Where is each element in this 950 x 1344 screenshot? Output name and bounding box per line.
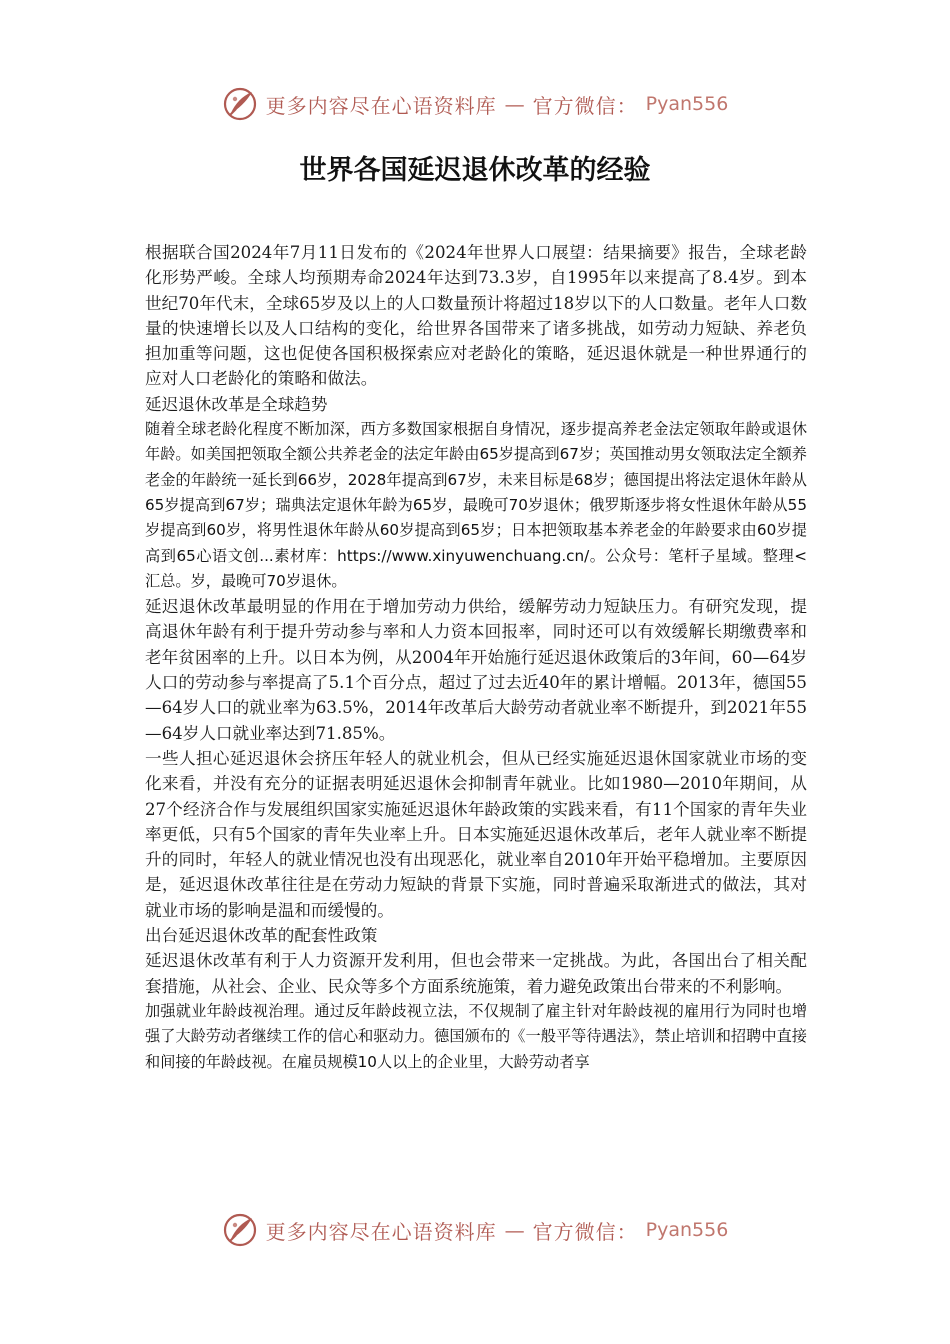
policy-intro-paragraph: 延迟退休改革有利于人力资源开发利用，但也会带来一定挑战。为此，各国出台了相关配套措施，从社会、企业、民众等多个方面系统施策，着力避免政策出台带来的不利影响。	[145, 951, 807, 996]
watermark-group	[222, 86, 729, 122]
watermark-text: 更多内容尽在心语资料库	[265, 1219, 497, 1244]
watermark-wechat-id: Pyan556	[645, 93, 729, 115]
watermark-text: 更多内容尽在心语资料库	[265, 93, 497, 118]
header-watermark	[0, 82, 950, 126]
watermark-label: 官方微信：	[532, 93, 638, 118]
watermark-separator: —	[504, 92, 525, 116]
labor-supply-paragraph: 延迟退休改革最明显的作用在于增加劳动力供给，缓解劳动力短缺压力。有研究发现，提高退休年龄有利于提升劳动参与率和人力资本回报率，同时还可以有效缓解长期缴费率和老年贫困率的上升。以日本为例，从2004年开始施行延迟退休政策后的3年间，60—64岁人口的劳动参与率提高了5.1个百分点，超过了过去近40年的累计增幅。2013年，德国55—64岁人口的就业率为63.5%，2014年改革后大龄劳动者就业率不断提升，到2021年55—64岁人口就业率达到71.85%。	[145, 597, 807, 743]
footer-watermark	[0, 1208, 950, 1252]
document-body	[145, 240, 807, 1190]
youth-employment-paragraph: 一些人担心延迟退休会挤压年轻人的就业机会，但从已经实施延迟退休国家就业市场的变化来看，并没有充分的证据表明延迟退休会抑制青年就业。比如1980—2010年期间，从27个经济合作与发展组织国家实施延迟退休年龄政策的实践来看，有11个国家的青年失业率更低，只有5个国家的青年失业率上升。日本实施延迟退休改革后，老年人就业率不断提升的同时，年轻人的就业情况也没有出现恶化，就业率自2010年开始平稳增加。主要原因是，延迟退休改革往往是在劳动力短缺的背景下实施，同时普遍采取渐进式的做法，其对就业市场的影响是温和而缓慢的。	[145, 748, 807, 920]
watermark-label: 官方微信：	[532, 1219, 638, 1244]
quill-circle-icon	[222, 1212, 258, 1248]
section-heading-global-trend: 延迟退休改革是全球趋势	[145, 394, 328, 414]
watermark-wechat-id: Pyan556	[645, 1219, 729, 1241]
countries-paragraph: 随着全球老龄化程度不断加深，西方多数国家根据自身情况，逐步提高养老金法定领取年龄或退休年龄。如美国把领取全额公共养老金的法定年龄由65岁提高到67岁；英国推动男女领取法定全额养老金的年龄统一延长到66岁，2028年提高到67岁，未来目标是68岁；德国提出将法定退休年龄从65岁提高到67岁；瑞典法定退休年龄为65岁，最晚可70岁退休；俄罗斯逐步将女性退休年龄从55岁提高到60岁，将男性退休年龄从60岁提高到65岁；日本把领取基本养老金的年龄要求由60岁提高到65心语文创...素材库：https://www.xinyuwenchuang.cn/。公众号：笔杆子星域。整理<汇总。岁，最晚可70岁退休。	[145, 420, 807, 590]
intro-paragraph: 根据联合国2024年7月11日发布的《2024年世界人口展望：结果摘要》报告，全球老龄化形势严峻。全球人均预期寿命2024年达到73.3岁，自1995年以来提高了8.4岁。到本世纪70年代末，全球65岁及以上的人口数量预计将超过18岁以下的人口数量。老年人口数量的快速增长以及人口结构的变化，给世界各国带来了诸多挑战，如劳动力短缺、养老负担加重等问题，这也促使各国积极探索应对老龄化的策略，延迟退休就是一种世界通行的应对人口老龄化的策略和做法。	[145, 243, 807, 389]
section-heading-supporting-policies: 出台延迟退休改革的配套性政策	[145, 926, 378, 946]
age-discrimination-paragraph: 加强就业年龄歧视治理。通过反年龄歧视立法，不仅规制了雇主针对年龄歧视的雇用行为同时也增强了大龄劳动者继续工作的信心和驱动力。德国颁布的《一般平等待遇法》，禁止培训和招聘中直接和间接的年龄歧视。在雇员规模10人以上的企业里，大龄劳动者享	[145, 1001, 807, 1071]
watermark-separator: —	[504, 1218, 525, 1242]
watermark-group-footer	[222, 1212, 729, 1248]
page-title: 世界各国延迟退休改革的经验	[299, 155, 651, 186]
quill-circle-icon	[222, 86, 258, 122]
